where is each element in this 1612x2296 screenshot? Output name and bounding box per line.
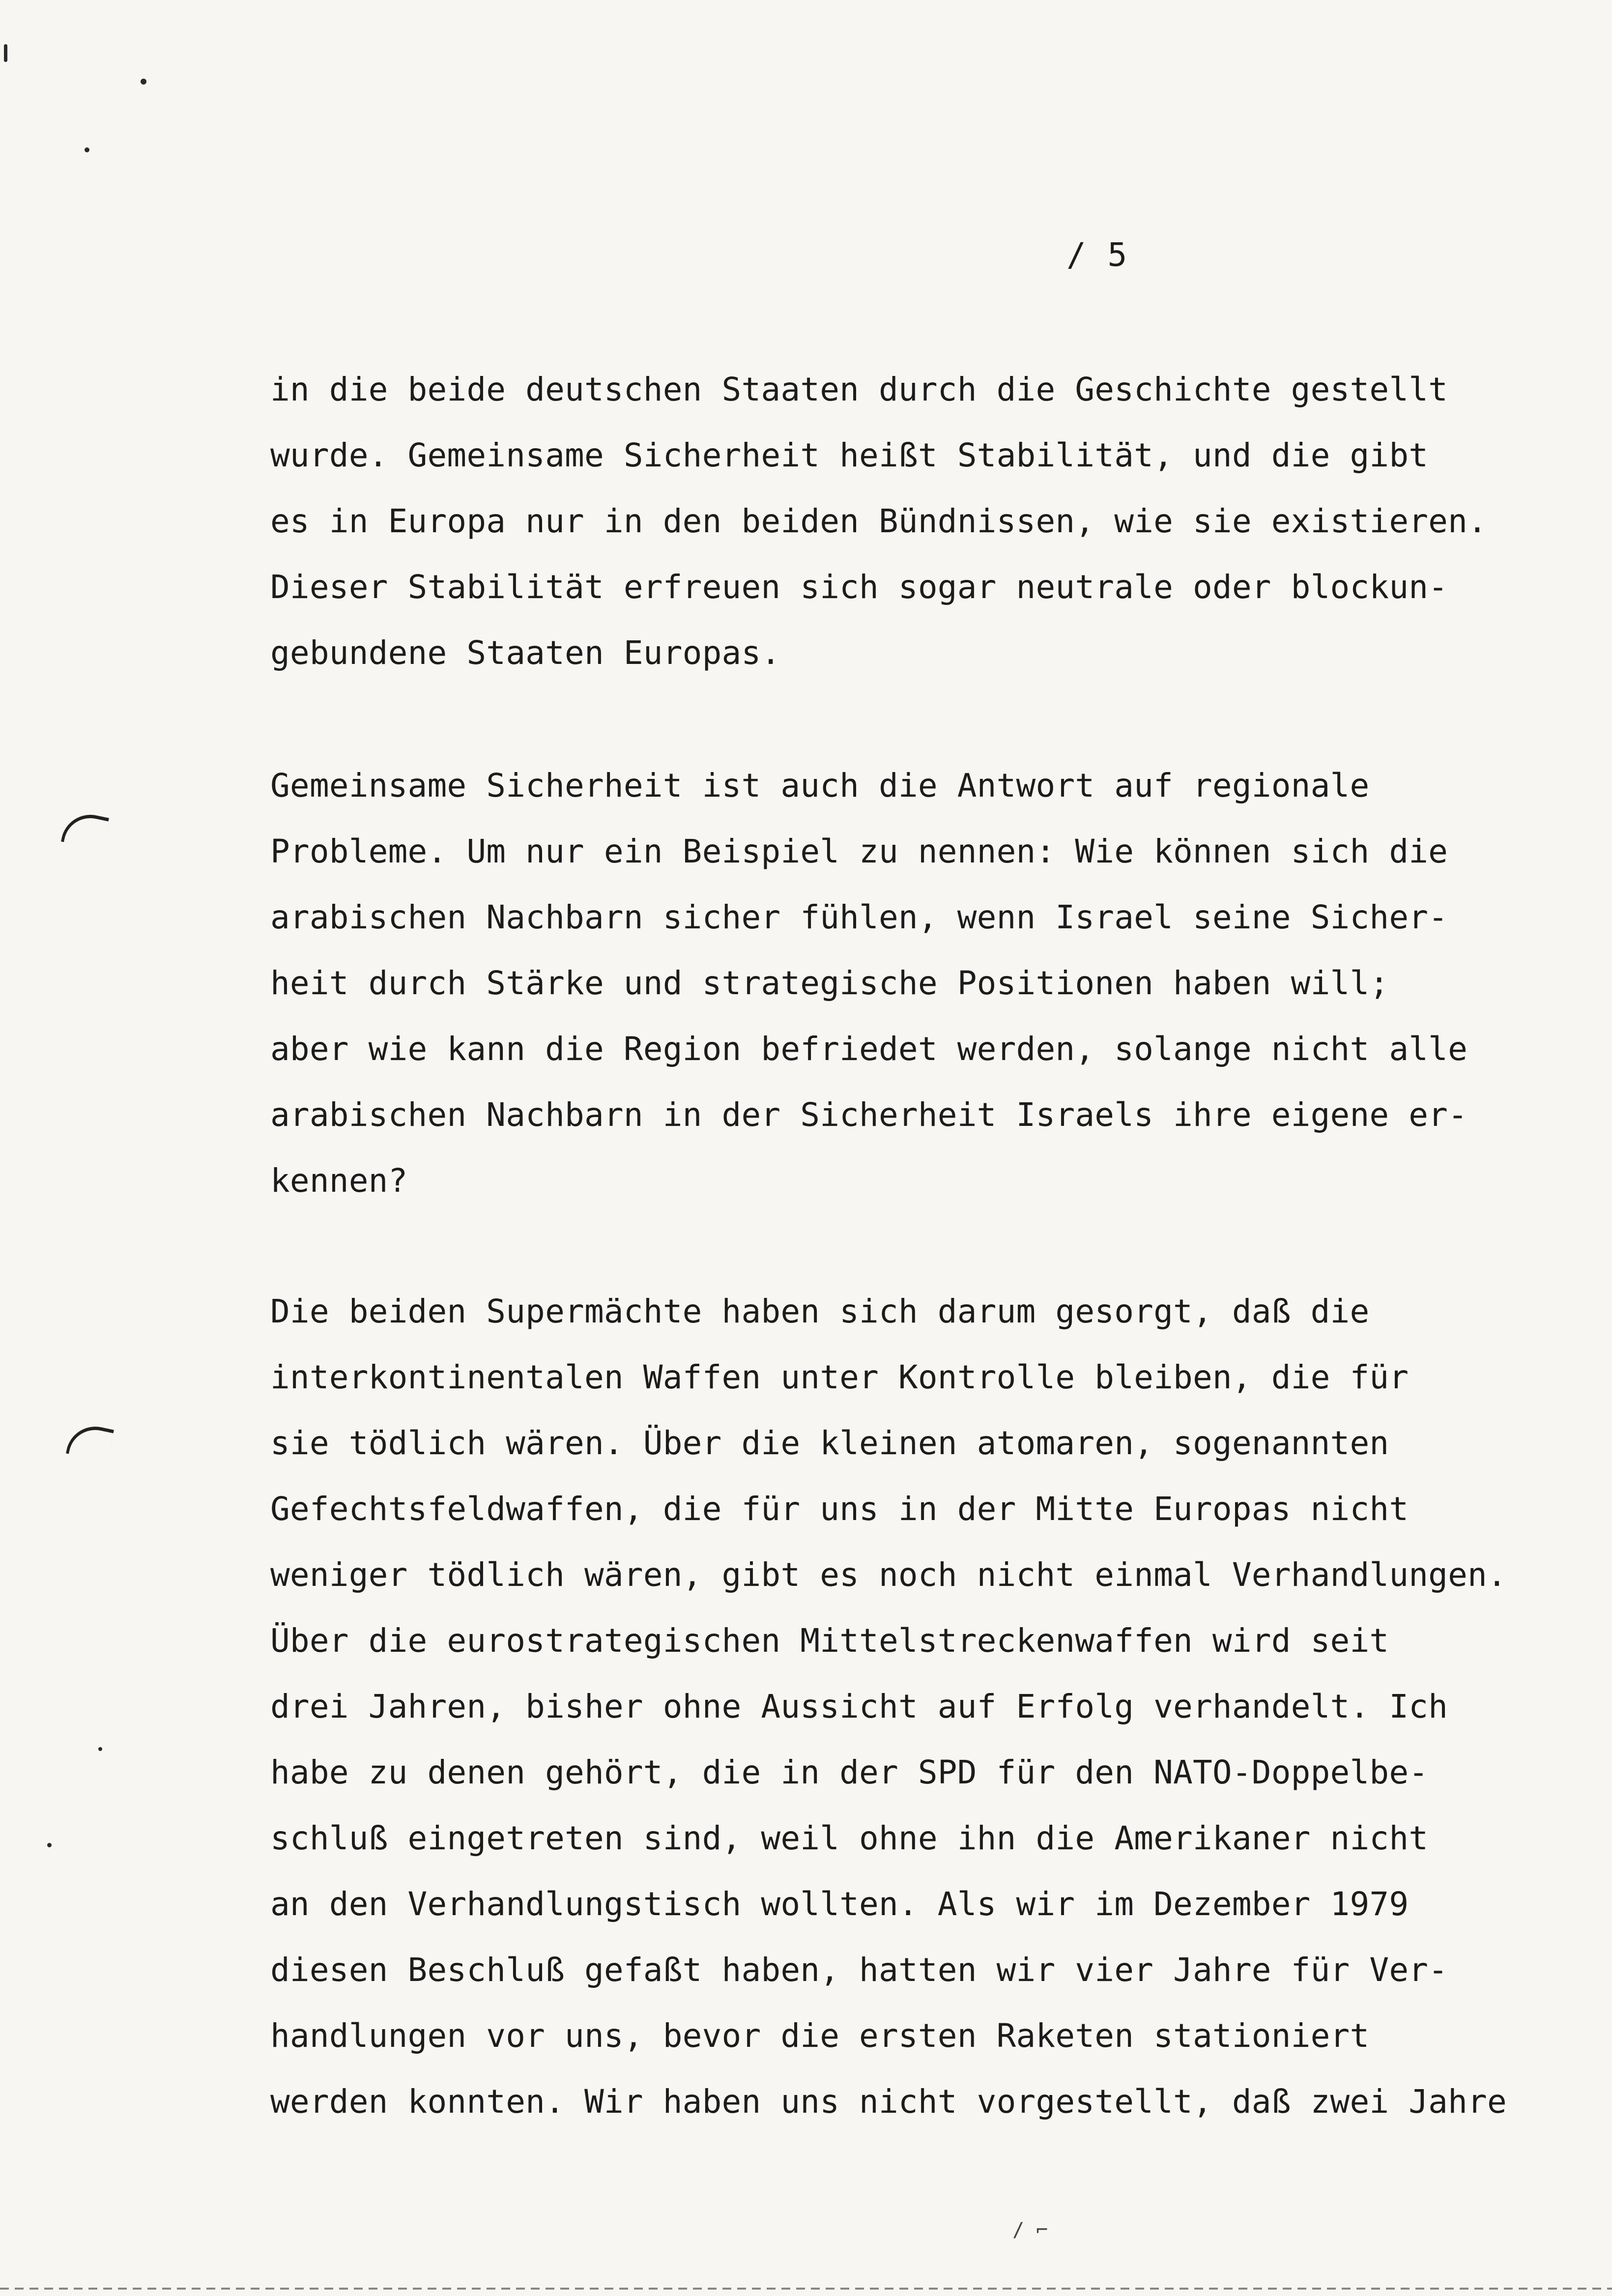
text-line: interkontinentalen Waffen unter Kontrolle bleiben, die für bbox=[270, 1358, 1409, 1396]
text-line: habe zu denen gehört, die in der SPD für den NATO-Doppelbe- bbox=[270, 1753, 1429, 1791]
ink-speck bbox=[47, 1843, 52, 1847]
text-line: arabischen Nachbarn in der Sicherheit Israels ihre eigene er- bbox=[270, 1096, 1468, 1134]
text-line: wurde. Gemeinsame Sicherheit heißt Stabilität, und die gibt bbox=[270, 436, 1429, 474]
text-line: Dieser Stabilität erfreuen sich sogar neutrale oder blockun- bbox=[270, 568, 1448, 606]
text-line: es in Europa nur in den beiden Bündnissen, wie sie existieren. bbox=[270, 502, 1487, 540]
ink-speck bbox=[4, 44, 7, 62]
text-line: Die beiden Supermächte haben sich darum gesorgt, daß die bbox=[270, 1292, 1370, 1330]
ink-speck bbox=[85, 147, 89, 152]
text-line: aber wie kann die Region befriedet werden, solange nicht alle bbox=[270, 1030, 1468, 1068]
text-line: diesen Beschluß gefaßt haben, hatten wir vier Jahre für Ver- bbox=[270, 1951, 1448, 1989]
text-line: an den Verhandlungstisch wollten. Als wir im Dezember 1979 bbox=[270, 1885, 1409, 1923]
paragraph-2 bbox=[270, 753, 1548, 1214]
text-line: Gemeinsame Sicherheit ist auch die Antwort auf regionale bbox=[270, 767, 1370, 804]
paragraph-1 bbox=[270, 357, 1548, 686]
text-line: gebundene Staaten Europas. bbox=[270, 634, 781, 672]
text-line: Über die eurostrategischen Mittelstreckenwaffen wird seit bbox=[270, 1622, 1389, 1660]
text-line: in die beide deutschen Staaten durch die Geschichte gestellt bbox=[270, 371, 1448, 408]
text-line: heit durch Stärke und strategische Positionen haben will; bbox=[270, 964, 1389, 1002]
ink-speck bbox=[98, 1747, 102, 1751]
text-line: arabischen Nachbarn sicher fühlen, wenn Israel seine Sicher- bbox=[270, 898, 1448, 936]
text-line: kennen? bbox=[270, 1162, 408, 1200]
paragraph-3 bbox=[270, 1279, 1548, 2135]
text-line: schluß eingetreten sind, weil ohne ihn die Amerikaner nicht bbox=[270, 1819, 1429, 1857]
text-line: weniger tödlich wären, gibt es noch nicht einmal Verhandlungen. bbox=[270, 1556, 1507, 1594]
text-line: sie tödlich wären. Über die kleinen atomaren, sogenannten bbox=[270, 1424, 1389, 1462]
margin-bracket-mark bbox=[66, 1421, 114, 1462]
margin-bracket-mark bbox=[61, 809, 109, 850]
text-line: drei Jahren, bisher ohne Aussicht auf Erfolg verhandelt. Ich bbox=[270, 1688, 1448, 1725]
text-line: handlungen vor uns, bevor die ersten Raketen stationiert bbox=[270, 2017, 1370, 2055]
ink-speck bbox=[141, 79, 146, 85]
text-line: Gefechtsfeldwaffen, die für uns in der Mitte Europas nicht bbox=[270, 1490, 1409, 1528]
page-number: / 5 bbox=[1066, 236, 1128, 274]
text-line: Probleme. Um nur ein Beispiel zu nennen: Wie können sich die bbox=[270, 832, 1448, 870]
footer-mark: / ⌐ bbox=[1012, 2219, 1048, 2241]
scan-bottom-edge bbox=[0, 2288, 1612, 2290]
text-line: werden konnten. Wir haben uns nicht vorgestellt, daß zwei Jahre bbox=[270, 2083, 1507, 2121]
